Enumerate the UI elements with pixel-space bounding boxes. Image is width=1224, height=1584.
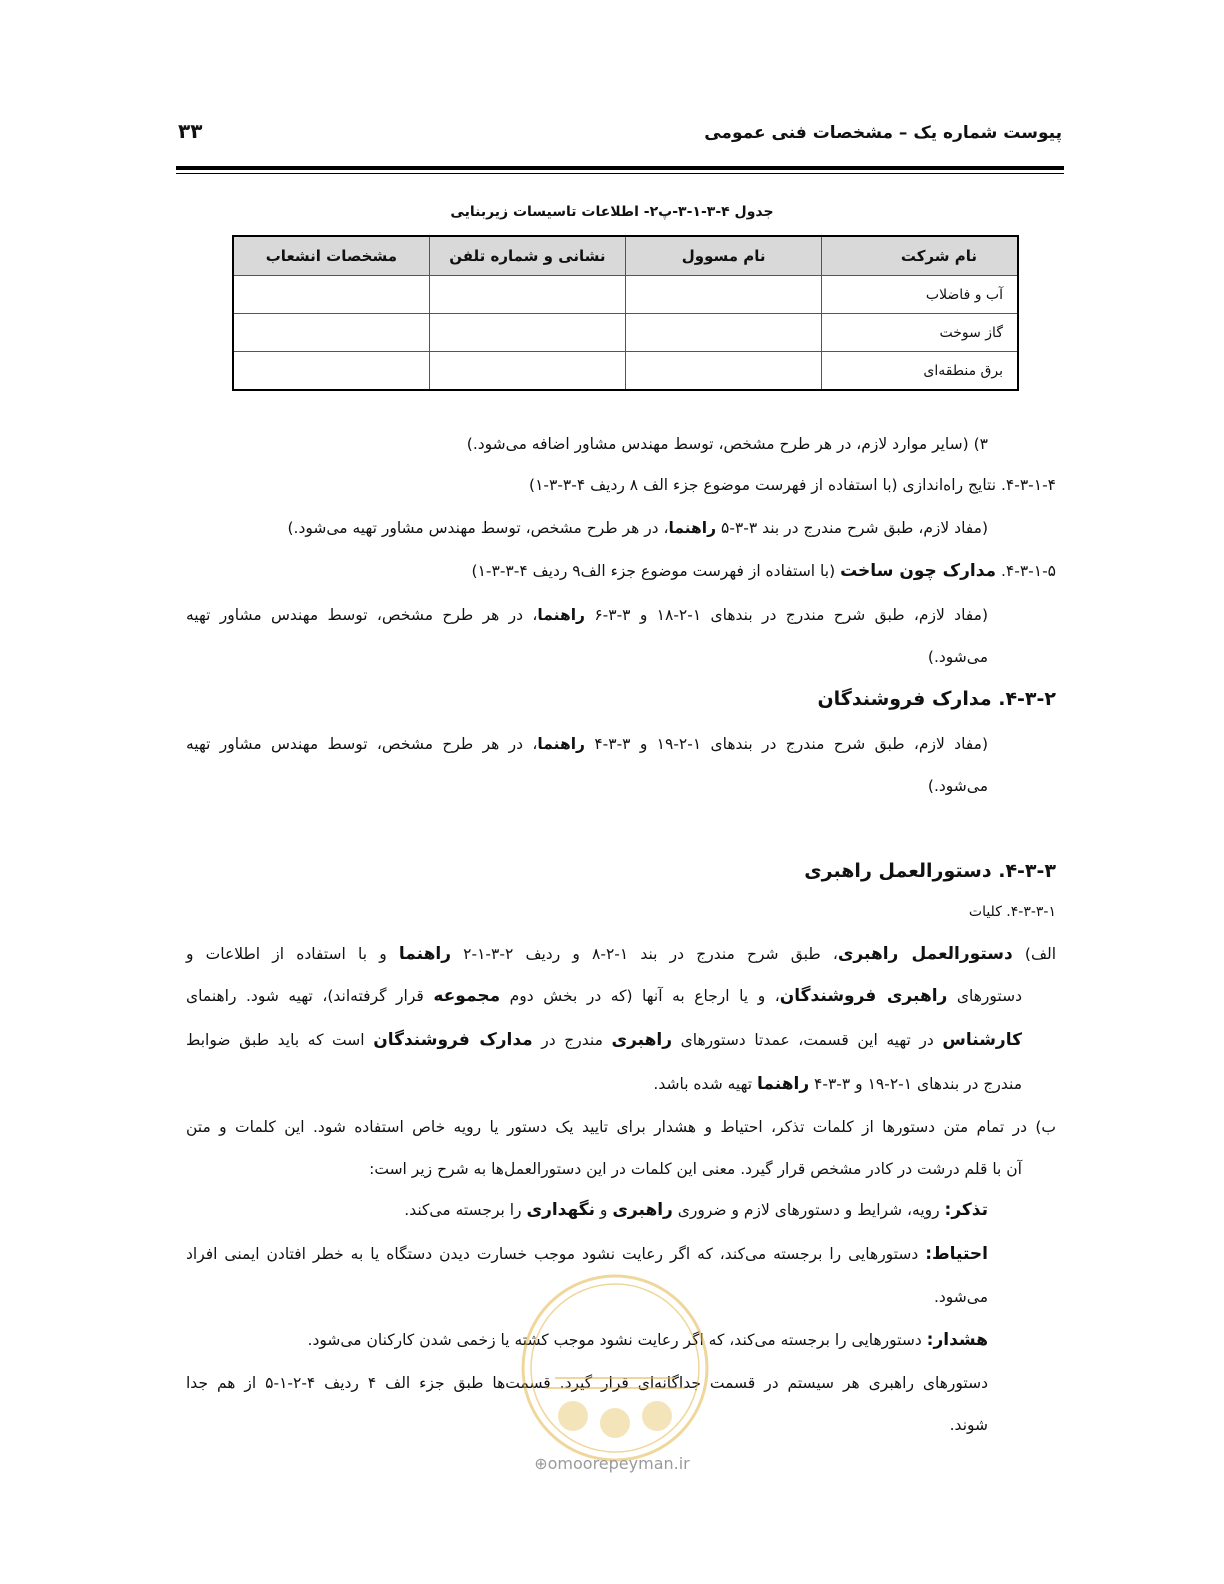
bold-term: راهنما: [398, 944, 451, 964]
bold-term: راهنما: [537, 735, 585, 753]
globe-icon: ⊕: [534, 1454, 548, 1473]
section-number: ۴-۳-۱-۵.: [996, 562, 1056, 580]
text-run: و با استفاده از اطلاعات و: [186, 945, 399, 963]
section-4-3-1-5-body-line1: [186, 606, 988, 624]
bold-term: راهبری: [611, 1030, 673, 1050]
text-run: قرار گرفته‌اند)، تهیه شود. راهنمای: [186, 987, 434, 1005]
text-run: (با استفاده از فهرست موضوع جزء الف۹ ردیف ۴-۳-۳-۱): [471, 562, 841, 580]
text-run: تهیه شده باشد.: [653, 1075, 757, 1093]
paragraph-other-items: ۳) (سایر موارد لازم، در هر طرح مشخص، توسط مهندس مشاور اضافه می‌شود.): [466, 435, 988, 453]
table-cell: [429, 352, 625, 391]
bold-term: راهبری: [612, 1200, 673, 1220]
table-cell: گاز سوخت: [822, 314, 1018, 352]
section-4-3-1-4: ۴-۳-۱-۴. نتایج راه‌اندازی (با استفاده از فهرست موضوع جزء الف ۸ ردیف ۴-۳-۳-۱): [529, 476, 1056, 494]
text-run: و: [595, 1201, 613, 1219]
bold-term: راهنما: [537, 606, 585, 624]
text-run: ، در هر طرح مشخص، توسط مهندس مشاور تهیه: [186, 735, 538, 753]
table-row: [233, 352, 1018, 391]
caution-label: احتیاط:: [925, 1244, 988, 1264]
table-cell: [626, 314, 822, 352]
section-4-3-1-5-body-line2: می‌شود.): [927, 648, 988, 666]
text-run: (مفاد لازم، طبق شرح مندرج در بندهای ۱-۲-۱۹ و ۳-۳-۴: [584, 735, 988, 753]
text-run: ، در هر طرح مشخص، توسط مهندس مشاور تهیه می‌شود.): [287, 519, 669, 537]
table-cell: [233, 314, 429, 352]
section-4-3-2-body-line1: [186, 735, 988, 753]
header-rule-thin: [176, 173, 1064, 174]
alef-line4: [653, 1074, 1022, 1094]
header-title: پیوست شماره یک – مشخصات فنی عمومی: [704, 123, 1062, 143]
header-rule-thick: [176, 166, 1064, 170]
page-number: ۳۳: [178, 119, 203, 143]
text-run: ، طبق شرح مندرج در بند ۱-۲-۸ و ردیف ۲-۳-۱-۲: [450, 945, 838, 963]
bold-term: مدارک فروشندگان: [373, 1030, 533, 1050]
note-line: [404, 1200, 988, 1220]
section-4-3-1-4-body: [287, 519, 988, 537]
table-cell: [626, 276, 822, 314]
bold-term: دستورالعمل راهبری: [837, 944, 1013, 964]
table-cell: [233, 352, 429, 391]
text-run: رویه، شرایط و دستورهای لازم و ضروری: [672, 1201, 945, 1219]
bold-term: مدارک چون ساخت: [840, 561, 997, 581]
table-header-cell: نام شرکت: [822, 236, 1018, 276]
alef-line1: [186, 944, 1056, 964]
text-run: است که باید طبق ضوابط: [186, 1031, 374, 1049]
heading-4-3-2: ۴-۳-۲. مدارک فروشندگان: [817, 688, 1056, 710]
note-label: تذکر:: [944, 1200, 988, 1220]
bold-term: مجموعه: [433, 986, 501, 1006]
text-run: الف): [1012, 945, 1057, 963]
table-header-cell: مشخصات انشعاب: [233, 236, 429, 276]
watermark-logo: [485, 1268, 745, 1468]
section-4-3-3-1: ۴-۳-۳-۱. کلیات: [968, 904, 1056, 920]
be-line1: ب) در تمام متن دستورها از کلمات تذکر، احتیاط و هشدار برای تایید یک دستور یا رویه خاص استفاده شود. این کلمات و متن: [186, 1118, 1056, 1136]
text-run: دستورهایی را برجسته می‌کند، که اگر رعایت نشود موجب کشته یا زخمی شدن کارکنان می‌شود.: [307, 1331, 927, 1349]
text-run: ، و یا ارجاع به آنها (که در بخش دوم: [500, 987, 780, 1005]
table-header-cell: نشانی و شماره تلفن: [429, 236, 625, 276]
text-run: دستورهایی را برجسته می‌کند، که اگر رعایت نشود موجب خسارت دیدن دستگاه یا به خطر افتادن ایمنی افراد: [186, 1245, 926, 1263]
table-cell: آب و فاضلاب: [822, 276, 1018, 314]
table-cell: [429, 314, 625, 352]
be-line2: آن با قلم درشت در کادر مشخص قرار گیرد. معنی این کلمات در این دستورالعمل‌ها به شرح زیر است:: [369, 1160, 1022, 1178]
caution-line1: [186, 1244, 988, 1264]
text-run: مندرج در: [532, 1031, 612, 1049]
table-row: [233, 314, 1018, 352]
alef-line2: [186, 986, 1022, 1006]
bold-term: راهنما: [668, 519, 717, 537]
bold-term: راهنما: [756, 1074, 810, 1094]
table-row: [233, 276, 1018, 314]
text-run: (مفاد لازم، طبق شرح مندرج در بند ۳-۳-۵: [716, 519, 988, 537]
last-paragraph-line2: شوند.: [949, 1416, 988, 1434]
table-header-cell: نام مسوول: [626, 236, 822, 276]
section-4-3-1-5: [472, 561, 1057, 581]
caution-line2: می‌شود.: [933, 1288, 988, 1306]
heading-4-3-3: ۴-۳-۳. دستورالعمل راهبری: [804, 860, 1056, 882]
table-cell: [429, 276, 625, 314]
text-run: ، در هر طرح مشخص، توسط مهندس مشاور تهیه: [186, 606, 538, 624]
text-run: را برجسته می‌کند.: [404, 1201, 527, 1219]
table-cell: [233, 276, 429, 314]
watermark-url: [0, 1454, 1224, 1473]
bold-term: راهبری فروشندگان: [779, 986, 948, 1006]
alef-line3: [186, 1030, 1022, 1050]
table-caption: جدول ۴-۳-۱-۳-پ۲- اطلاعات تاسیسات زیربنایی: [450, 204, 774, 220]
watermark-seal-icon: [485, 1268, 745, 1468]
bold-term: کارشناس: [942, 1030, 1022, 1050]
table-cell: برق منطقه‌ای: [822, 352, 1018, 391]
table-cell: [626, 352, 822, 391]
text-run: دستورهای: [947, 987, 1022, 1005]
infrastructure-table: [232, 235, 1019, 391]
watermark-url-text: omoorepeyman.ir: [547, 1454, 690, 1473]
text-run: (مفاد لازم، طبق شرح مندرج در بندهای ۱-۲-۱۸ و ۳-۳-۶: [584, 606, 988, 624]
section-4-3-2-body-line2: می‌شود.): [927, 777, 988, 795]
bold-term: نگهداری: [526, 1200, 595, 1220]
text-run: در تهیه این قسمت، عمدتا دستورهای: [672, 1031, 943, 1049]
table-header-row: [233, 236, 1018, 276]
text-run: مندرج در بندهای ۱-۲-۱۹ و ۳-۳-۴: [809, 1075, 1022, 1093]
last-paragraph-line1: دستورهای راهبری هر سیستم در قسمت جداگانه‌ای قرار گیرد. قسمت‌ها طبق جزء الف ۴ ردیف ۴-۲-۱-۵ از هم جدا: [186, 1374, 988, 1392]
warning-label: هشدار:: [926, 1330, 988, 1350]
